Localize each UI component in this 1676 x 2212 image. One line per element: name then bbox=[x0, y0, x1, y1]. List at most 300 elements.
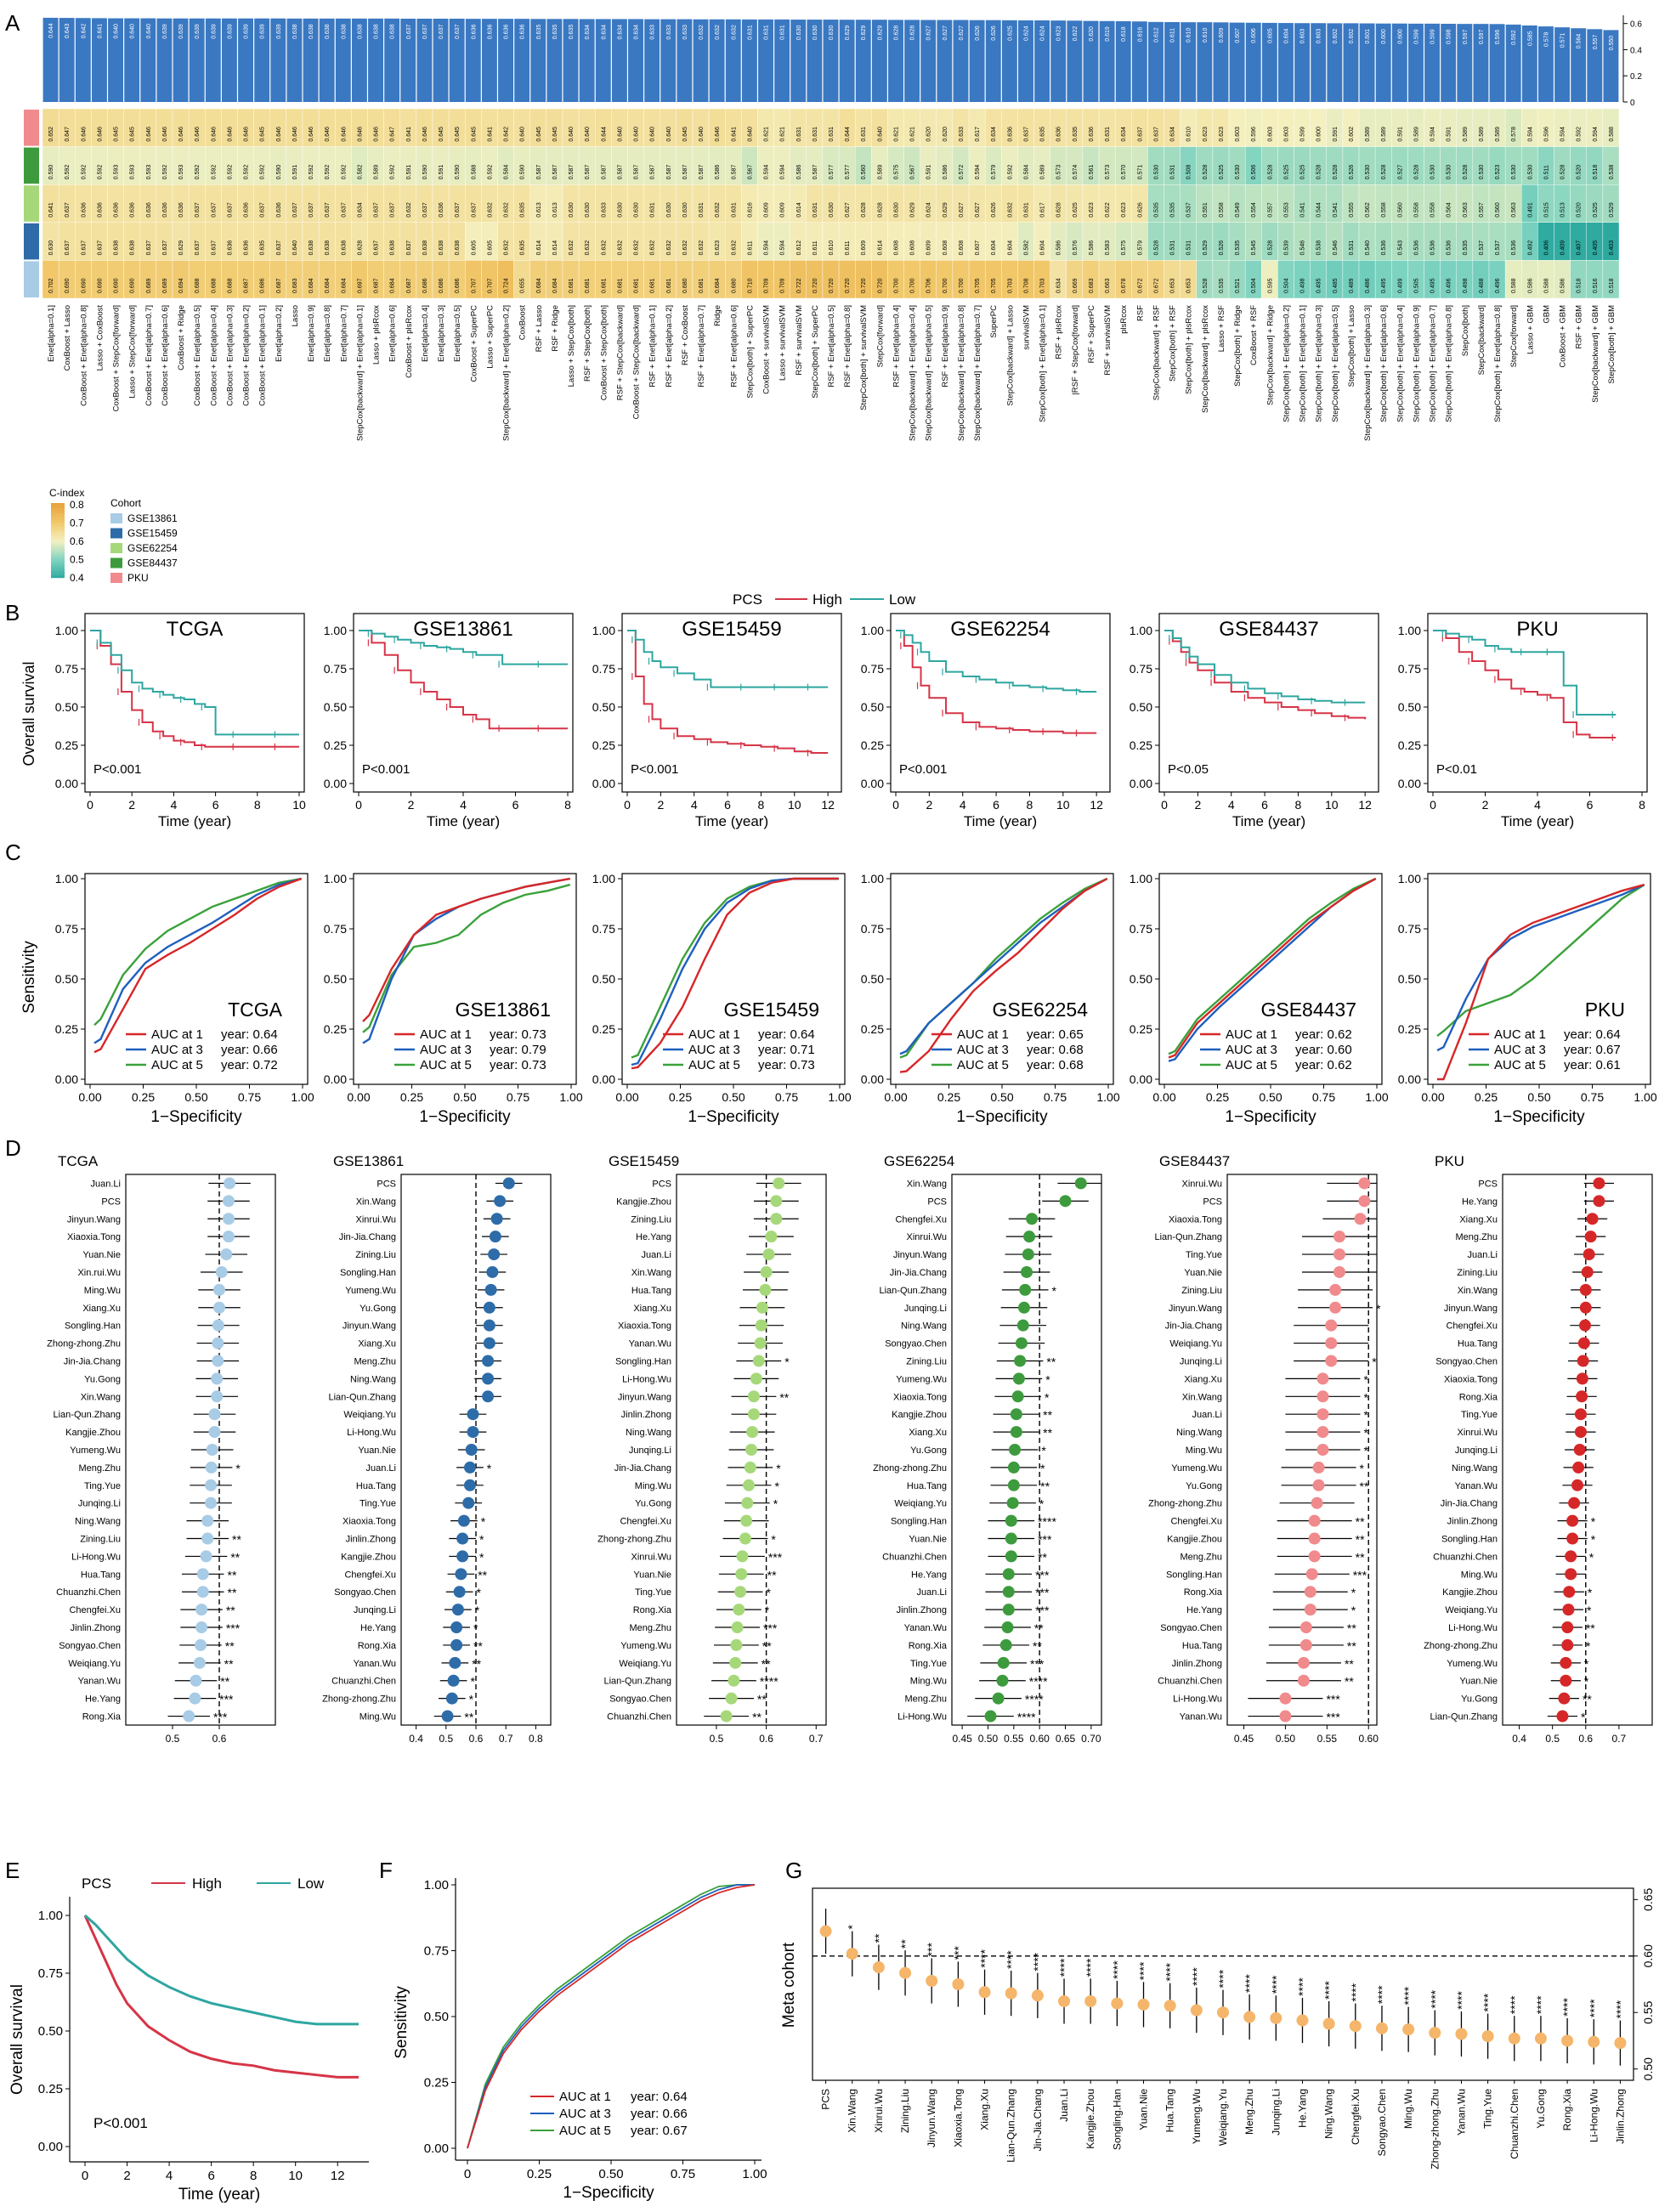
forest-row-label: Yuan.Nie bbox=[633, 1570, 671, 1581]
km-y-tick-label: 0.25 bbox=[1397, 738, 1421, 752]
forest-row-label: Yu.Gong bbox=[84, 1374, 121, 1385]
heatmap-cell-value: 0.637 bbox=[97, 240, 104, 256]
heatmap-cell-value: 0.640 bbox=[665, 127, 672, 142]
forest-significance-stars: * bbox=[1363, 1372, 1368, 1387]
forest-row-label: Juan.Li bbox=[90, 1179, 121, 1190]
meta-cindex-point bbox=[1402, 2023, 1414, 2035]
forest-row-label: Li-Hong.Wu bbox=[897, 1711, 947, 1723]
heatmap-cell-value: 0.631 bbox=[699, 202, 705, 218]
heatmap-cell-value: 0.632 bbox=[633, 240, 640, 256]
heatmap-cell-value: 0.623 bbox=[1121, 202, 1128, 218]
cindex-gradient-step bbox=[51, 548, 65, 550]
forest-row-label: Weiqiang.Yu bbox=[1445, 1605, 1498, 1616]
km-x-tick-label: 6 bbox=[724, 798, 731, 812]
forest-row-label: He.Yang bbox=[1186, 1605, 1222, 1616]
forest-row-label: Xiang.Xu bbox=[82, 1303, 121, 1314]
km-x-tick-label: 8 bbox=[757, 798, 765, 812]
heatmap-cell-value: 0.683 bbox=[1088, 278, 1095, 293]
heatmap-cell-value: 0.590 bbox=[519, 164, 526, 180]
meta-cindex-stars: ** bbox=[898, 1939, 913, 1949]
km-x-tick-label: 6 bbox=[212, 798, 219, 812]
mean-cindex-label: 0.631 bbox=[763, 25, 770, 40]
heatmap-cell-value: 0.594 bbox=[779, 164, 786, 180]
forest-point bbox=[197, 1586, 209, 1598]
cindex-gradient-step bbox=[51, 520, 65, 522]
svg-text:F: F bbox=[379, 1858, 393, 1883]
meta-cindex-point bbox=[1111, 1998, 1123, 2010]
meta-roc-legend-label: AUC at 1 bbox=[559, 2090, 611, 2104]
panel-b-legend bbox=[733, 591, 916, 608]
heatmap-cell-value: 0.637 bbox=[65, 202, 71, 218]
heatmap-cell-value: 0.592 bbox=[259, 164, 266, 180]
cindex-gradient-step bbox=[51, 529, 65, 531]
roc-x-tick-label: 0.75 bbox=[1043, 1090, 1067, 1104]
forest-point bbox=[206, 1462, 218, 1474]
km-x-tick-label: 2 bbox=[1194, 798, 1202, 812]
forest-row-label: Chuanzhi.Chen bbox=[1433, 1552, 1498, 1563]
forest-x-tick-label: 0.55 bbox=[1004, 1733, 1024, 1745]
forest-row-label: PCS bbox=[1478, 1179, 1498, 1190]
forest-point bbox=[739, 1533, 751, 1545]
km-y-tick-label: 1.00 bbox=[860, 624, 884, 637]
meta-cindex-point bbox=[1217, 2006, 1229, 2018]
heatmap-cell-value: 0.645 bbox=[259, 127, 266, 142]
heatmap-cell-value: 0.587 bbox=[585, 164, 592, 180]
forest-point bbox=[746, 1426, 758, 1438]
mean-cindex-label: 0.641 bbox=[97, 23, 104, 39]
forest-point bbox=[1329, 1284, 1341, 1296]
forest-point bbox=[482, 1355, 494, 1366]
forest-point bbox=[1333, 1266, 1345, 1278]
roc-legend-auc: year: 0.73 bbox=[490, 1058, 546, 1072]
heatmap-cell-value: 0.516 bbox=[1592, 278, 1599, 293]
forest-significance-stars: * bbox=[1590, 1532, 1596, 1547]
forest-row-label: Jinlin.Zhong bbox=[1171, 1658, 1222, 1669]
heatmap-cell-value: 0.638 bbox=[113, 240, 120, 256]
meta-cindex-point bbox=[1455, 2028, 1467, 2039]
km-curve-low bbox=[1433, 631, 1616, 715]
heatmap-cell-value: 0.637 bbox=[275, 240, 282, 256]
roc-curve bbox=[94, 879, 302, 1052]
forest-point bbox=[1022, 1248, 1034, 1260]
forest-point bbox=[195, 1639, 207, 1651]
forest-x-tick-label: 0.7 bbox=[808, 1733, 824, 1745]
heatmap-cell-value: 0.529 bbox=[1202, 240, 1209, 256]
forest-point bbox=[1011, 1408, 1022, 1420]
heatmap-cell-value: 0.637 bbox=[259, 202, 266, 218]
heatmap-cell-value: 0.592 bbox=[341, 164, 348, 180]
forest-significance-stars: ** bbox=[1033, 1621, 1044, 1636]
km-x-tick-label: 10 bbox=[1325, 798, 1339, 812]
model-name-label: CoxBoost bbox=[518, 305, 528, 341]
cohort-legend-swatch bbox=[110, 513, 122, 523]
heatmap-cell-value: 0.528 bbox=[1267, 240, 1274, 256]
forest-x-tick-label: 0.65 bbox=[1055, 1733, 1076, 1745]
roc-y-tick-label: 0.75 bbox=[323, 922, 347, 936]
meta-roc-y-tick-label: 0.50 bbox=[423, 2010, 449, 2024]
forest-point bbox=[734, 1586, 746, 1598]
heatmap-cell-value: 0.646 bbox=[161, 127, 168, 142]
meta-cindex-point bbox=[1561, 2034, 1573, 2046]
meta-cindex-category-label: Ting.Yue bbox=[1481, 2089, 1494, 2129]
meta-cindex-category-label: Yu.Gong bbox=[1534, 2089, 1547, 2129]
heatmap-cell-value: 0.646 bbox=[145, 127, 152, 142]
meta-km-x-tick-label: 0 bbox=[81, 2169, 89, 2183]
cindex-gradient-step bbox=[51, 512, 65, 514]
heatmap-cell-value: 0.592 bbox=[243, 164, 250, 180]
mean-cindex-label: 0.603 bbox=[1316, 28, 1322, 44]
roc-x-tick-label: 1.00 bbox=[828, 1090, 852, 1104]
forest-point bbox=[741, 1497, 753, 1509]
mean-cindex-label: 0.619 bbox=[1105, 26, 1112, 42]
meta-km-y-axis-label: Overall survival bbox=[8, 1984, 26, 2095]
heatmap-cell-value: 0.646 bbox=[715, 127, 722, 142]
meta-km-x-tick-label: 8 bbox=[249, 2169, 258, 2183]
meta-cindex-category-label: Jinyun.Wang bbox=[926, 2089, 938, 2147]
forest-row-label: Zhong-zhong.Zhu bbox=[1148, 1498, 1222, 1509]
heatmap-cell-value: 0.631 bbox=[812, 127, 818, 142]
km-x-tick-label: 10 bbox=[1056, 798, 1070, 812]
heatmap-cell-value: 0.681 bbox=[665, 278, 672, 293]
heatmap-cell-value: 0.525 bbox=[1592, 202, 1599, 218]
roc-y-tick-label: 0.00 bbox=[1129, 1072, 1152, 1086]
forest-point bbox=[1018, 1302, 1030, 1314]
heatmap-cell-value: 0.590 bbox=[422, 164, 428, 180]
heatmap-cell-value: 0.646 bbox=[227, 127, 234, 142]
roc-plot-title: PKU bbox=[1584, 999, 1625, 1021]
forest-point bbox=[1325, 1355, 1337, 1366]
roc-y-tick-label: 1.00 bbox=[54, 872, 78, 885]
km-pvalue: P<0.001 bbox=[899, 762, 948, 777]
forest-row-label: Chengfei.Xu bbox=[620, 1516, 671, 1527]
heatmap-cell-value: 0.628 bbox=[861, 202, 868, 218]
heatmap-cell-value: 0.703 bbox=[1039, 278, 1046, 293]
forest-significance-stars: ** bbox=[1355, 1550, 1365, 1564]
meta-cindex-stars: **** bbox=[1507, 1995, 1521, 2015]
heatmap-cell-value: 0.604 bbox=[991, 240, 998, 256]
forest-row-label: Ning.Wang bbox=[349, 1374, 396, 1385]
forest-point bbox=[207, 1444, 218, 1456]
mean-cindex-label: 0.636 bbox=[487, 24, 494, 40]
forest-row-label: Yanan.Wu bbox=[1179, 1711, 1222, 1723]
forest-row-label: Yu.Gong bbox=[360, 1303, 396, 1314]
heatmap-cell-value: 0.537 bbox=[1186, 202, 1192, 218]
roc-y-tick-label: 0.50 bbox=[54, 972, 78, 986]
heatmap-cell-value: 0.630 bbox=[829, 202, 835, 218]
forest-significance-stars: ** bbox=[478, 1568, 488, 1582]
forest-row-label: Xiaoxia.Tong bbox=[343, 1516, 396, 1527]
forest-row-label: Juan.Li bbox=[641, 1250, 671, 1261]
forest-x-tick-label: 0.5 bbox=[709, 1733, 724, 1745]
model-name-label: Lasso + plsRcox bbox=[371, 305, 382, 365]
heatmap-cell-value: 0.620 bbox=[942, 127, 948, 142]
forest-point bbox=[759, 1284, 771, 1296]
heatmap-cell-value: 0.631 bbox=[649, 202, 656, 218]
km-legend-high-label: High bbox=[813, 591, 842, 608]
roc-x-tick-label: 1.00 bbox=[291, 1090, 314, 1104]
roc-x-tick-label: 1.00 bbox=[1634, 1090, 1657, 1104]
forest-row-label: Weiqiang.Yu bbox=[1169, 1338, 1222, 1349]
roc-legend-auc: year: 0.64 bbox=[221, 1027, 278, 1042]
forest-point bbox=[1309, 1533, 1321, 1545]
forest-row-label: Zhong-zhong.Zhu bbox=[47, 1338, 121, 1349]
forest-significance-stars: * bbox=[1372, 1355, 1377, 1369]
cindex-gradient-step bbox=[51, 574, 65, 576]
forest-point bbox=[1016, 1338, 1028, 1349]
forest-row-label: Ting.Yue bbox=[83, 1480, 121, 1491]
forest-row-label: Chuanzhi.Chen bbox=[882, 1552, 947, 1563]
forest-row-label: Yu.Gong bbox=[1186, 1480, 1222, 1491]
mean-cindex-label: 0.633 bbox=[649, 25, 656, 40]
km-y-tick-label: 0.25 bbox=[592, 738, 615, 752]
heatmap-cell-value: 0.632 bbox=[405, 202, 412, 218]
meta-cindex-stars: **** bbox=[1216, 1969, 1230, 1989]
km-y-tick-label: 0.25 bbox=[1129, 738, 1152, 752]
heatmap-cell-value: 0.646 bbox=[195, 127, 201, 142]
heatmap-cell-value: 0.528 bbox=[1413, 164, 1420, 180]
forest-row-label: Hua.Tang bbox=[631, 1285, 671, 1296]
forest-significance-stars: * bbox=[1039, 1496, 1045, 1511]
meta-cindex-stars: **** bbox=[1243, 1974, 1257, 1993]
panel-letter-d bbox=[5, 1135, 21, 1161]
forest-row-label: PCS bbox=[1203, 1197, 1222, 1208]
forest-point bbox=[1574, 1444, 1586, 1456]
forest-significance-stars: ** bbox=[1344, 1656, 1354, 1671]
model-name-label: SuperPC bbox=[989, 305, 999, 338]
heatmap-cell-value: 0.706 bbox=[926, 278, 932, 293]
heatmap-cell-value: 0.646 bbox=[97, 127, 104, 142]
heatmap-cell-value: 0.592 bbox=[81, 164, 88, 180]
mean-cindex-label: 0.636 bbox=[503, 24, 510, 40]
heatmap-cell-value: 0.632 bbox=[715, 202, 722, 218]
forest-row-label: Weiqiang.Yu bbox=[68, 1658, 121, 1669]
mean-cindex-label: 0.639 bbox=[227, 24, 234, 39]
heatmap-cell-value: 0.561 bbox=[1088, 164, 1095, 180]
meta-roc-legend-auc: year: 0.66 bbox=[631, 2107, 688, 2121]
mean-cindex-label: 0.642 bbox=[81, 23, 88, 39]
heatmap-cell-value: 0.655 bbox=[519, 278, 526, 293]
forest-point bbox=[1566, 1515, 1578, 1527]
forest-row-label: Weiqiang.Yu bbox=[619, 1658, 671, 1669]
meta-cindex-point bbox=[1270, 2012, 1282, 2024]
forest-row-label: Li-Hong.Wu bbox=[347, 1428, 396, 1439]
meta-cindex-category-label: Kangjie.Zhou bbox=[1084, 2089, 1097, 2149]
heatmap-cell-value: 0.623 bbox=[1088, 202, 1095, 218]
forest-row-label: Rong.Xia bbox=[82, 1711, 121, 1723]
km-x-tick-label: 4 bbox=[959, 798, 966, 812]
heatmap-cell-value: 0.632 bbox=[649, 240, 656, 256]
forest-significance-stars: *** bbox=[219, 1692, 234, 1706]
forest-point bbox=[1060, 1195, 1072, 1207]
heatmap-cell-value: 0.551 bbox=[1202, 202, 1209, 218]
forest-row-label: Songyao.Chen bbox=[885, 1338, 947, 1349]
forest-point bbox=[1585, 1230, 1597, 1242]
heatmap-cell-value: 0.641 bbox=[48, 202, 55, 218]
cindex-gradient-step bbox=[51, 528, 65, 529]
forest-significance-stars: * bbox=[784, 1355, 790, 1369]
forest-significance-stars: * bbox=[1376, 1301, 1381, 1315]
forest-row-label: Yanan.Wu bbox=[903, 1623, 947, 1634]
model-name-label: StepCox[backward] + Ridge bbox=[1265, 305, 1276, 406]
km-y-tick-label: 0.75 bbox=[1129, 662, 1152, 676]
km-y-tick-label: 0.25 bbox=[323, 738, 347, 752]
mean-cindex-label: 0.632 bbox=[715, 25, 722, 40]
forest-row-label: Yumeng.Wu bbox=[1171, 1462, 1222, 1474]
heatmap-cell-value: 0.720 bbox=[812, 278, 818, 293]
mean-cindex-label: 0.640 bbox=[113, 24, 120, 39]
forest-row-label: Yumeng.Wu bbox=[70, 1445, 121, 1456]
km-pvalue: P<0.05 bbox=[1168, 762, 1209, 777]
heatmap-cell-value: 0.635 bbox=[259, 240, 266, 256]
heatmap-cell-value: 0.584 bbox=[503, 164, 510, 180]
forest-point bbox=[446, 1693, 458, 1705]
heatmap-cell-value: 0.592 bbox=[161, 164, 168, 180]
meta-roc-legend-auc: year: 0.67 bbox=[631, 2124, 688, 2138]
svg-text:A: A bbox=[5, 10, 20, 36]
svg-text:E: E bbox=[5, 1858, 20, 1883]
heatmap-cell-value: 0.646 bbox=[81, 127, 88, 142]
heatmap-cell-value: 0.520 bbox=[1576, 164, 1583, 180]
roc-x-tick-label: 0.75 bbox=[1311, 1090, 1336, 1104]
heatmap-cell-value: 0.495 bbox=[1381, 278, 1388, 293]
mean-cindex-label: 0.638 bbox=[373, 24, 380, 39]
heatmap-cell-value: 0.663 bbox=[1105, 278, 1112, 293]
heatmap-cell-value: 0.637 bbox=[227, 202, 234, 218]
heatmap-cell-value: 0.720 bbox=[829, 278, 835, 293]
km-curve-high bbox=[1164, 631, 1365, 719]
heatmap-cell-value: 0.528 bbox=[1332, 164, 1339, 180]
model-name-label: CoxBoost + Enet[alpha=0.5] bbox=[193, 305, 203, 406]
heatmap-cell-value: 0.653 bbox=[1186, 278, 1192, 293]
forest-row-label: Chengfei.Xu bbox=[1170, 1516, 1222, 1527]
meta-cindex-category-label: Xiang.Xu bbox=[978, 2089, 991, 2130]
mean-cindex-label: 0.632 bbox=[699, 25, 705, 40]
model-name-label: Enet[alpha=0.1] bbox=[47, 305, 57, 362]
meta-cindex-point bbox=[979, 1986, 991, 1998]
mean-cindex-label: 0.600 bbox=[1381, 29, 1388, 44]
heatmap-cell-value: 0.624 bbox=[926, 202, 932, 218]
km-x-tick-label: 4 bbox=[460, 798, 467, 812]
forest-significance-stars: **** bbox=[1028, 1674, 1048, 1689]
heatmap-cell-value: 0.604 bbox=[1007, 240, 1014, 256]
heatmap-cell-value: 0.589 bbox=[1495, 127, 1502, 142]
forest-row-label: Lian-Qun.Zhang bbox=[1430, 1711, 1498, 1723]
cindex-gradient-step bbox=[51, 505, 65, 506]
model-name-label: CoxBoost + StepCox[both] bbox=[599, 305, 609, 401]
model-name-label: Lasso + RSF bbox=[1216, 305, 1226, 353]
roc-legend-label: AUC at 1 bbox=[1494, 1027, 1546, 1042]
forest-significance-stars: *** bbox=[1352, 1568, 1367, 1582]
forest-significance-stars: *** bbox=[1030, 1656, 1045, 1671]
panel-letter-a bbox=[5, 10, 20, 36]
heatmap-cell-value: 0.623 bbox=[715, 240, 722, 256]
model-name-label: Enet[alpha=0.2] bbox=[274, 305, 284, 362]
heatmap-cell-value: 0.530 bbox=[1527, 164, 1534, 180]
forest-row-label: Songling.Han bbox=[64, 1321, 121, 1332]
meta-cindex-point bbox=[1350, 2020, 1362, 2032]
forest-row-label: Yanan.Wu bbox=[77, 1676, 121, 1687]
forest-point bbox=[491, 1213, 503, 1225]
heatmap-cell-value: 0.488 bbox=[1478, 278, 1485, 293]
heatmap-cell-value: 0.518 bbox=[1592, 164, 1599, 180]
heatmap-cell-value: 0.593 bbox=[113, 164, 120, 180]
heatmap-cell-value: 0.681 bbox=[569, 278, 575, 293]
forest-point bbox=[996, 1675, 1008, 1687]
meta-cindex-category-label: Yumeng.Wu bbox=[1190, 2089, 1203, 2145]
heatmap-cell-value: 0.647 bbox=[389, 127, 396, 142]
meta-cindex-category-label: Rong.Xia bbox=[1561, 2089, 1574, 2131]
mean-cindex-label: 0.578 bbox=[1543, 31, 1550, 48]
cindex-gradient-step bbox=[51, 539, 65, 540]
heatmap-cell-value: 0.617 bbox=[975, 127, 982, 142]
meta-cindex-category-label: Jinlin.Zhong bbox=[1614, 2089, 1627, 2144]
meta-cindex-point bbox=[1058, 1995, 1070, 2007]
model-name-label: CoxBoost + Enet[alpha=0.3] bbox=[225, 305, 235, 406]
heatmap-cell-value: 0.531 bbox=[1169, 240, 1176, 256]
roc-plot-title: GSE84437 bbox=[1260, 999, 1356, 1021]
cindex-gradient-step bbox=[51, 569, 65, 570]
forest-significance-stars: * bbox=[1045, 1372, 1050, 1387]
roc-legend-auc: year: 0.72 bbox=[221, 1058, 278, 1072]
forest-row-label: Jinlin.Zhong bbox=[896, 1605, 947, 1616]
heatmap-cell-value: 0.690 bbox=[129, 278, 136, 293]
forest-point bbox=[736, 1550, 748, 1562]
mean-cindex-label: 0.639 bbox=[178, 24, 185, 39]
forest-plot-title: GSE84437 bbox=[1159, 1153, 1231, 1169]
heatmap-cell-value: 0.632 bbox=[1007, 202, 1014, 218]
forest-significance-stars: * bbox=[1585, 1638, 1591, 1653]
heatmap-cell-value: 0.638 bbox=[455, 240, 461, 256]
meta-cindex-stars: **** bbox=[1613, 2000, 1628, 2019]
model-name-label: Lasso + SuperPC bbox=[485, 305, 495, 369]
mean-cindex-label: 0.637 bbox=[422, 24, 428, 39]
mean-cindex-label: 0.606 bbox=[1251, 28, 1258, 43]
mean-cindex-label: 0.638 bbox=[357, 24, 364, 39]
heatmap-cell-value: 0.637 bbox=[195, 202, 201, 218]
forest-plot-title: GSE62254 bbox=[884, 1153, 955, 1169]
heatmap-cell-value: 0.694 bbox=[178, 278, 185, 293]
km-y-tick-label: 0.00 bbox=[1397, 777, 1421, 790]
forest-significance-stars: ** bbox=[224, 1656, 234, 1671]
forest-point bbox=[201, 1515, 213, 1527]
roc-x-tick-label: 0.75 bbox=[1580, 1090, 1605, 1104]
heatmap-cell-value: 0.646 bbox=[292, 127, 298, 142]
mean-cindex-label: 0.631 bbox=[779, 25, 786, 40]
roc-plot-title: GSE62254 bbox=[992, 999, 1088, 1021]
forest-row-label: Juan.Li bbox=[1467, 1250, 1498, 1261]
forest-point bbox=[484, 1320, 495, 1332]
meta-km-legend-title: PCS bbox=[82, 1875, 111, 1892]
heatmap-cell-value: 0.587 bbox=[569, 164, 575, 180]
heatmap-cell-value: 0.640 bbox=[699, 127, 705, 142]
forest-point bbox=[220, 1248, 232, 1260]
forest-point bbox=[1333, 1248, 1345, 1260]
km-x-tick-label: 12 bbox=[1090, 798, 1103, 812]
meta-cindex-category-label: He.Yang bbox=[1296, 2089, 1309, 2128]
heatmap-cell-value: 0.582 bbox=[357, 164, 364, 180]
model-name-label: CoxBoost + StepCox[backward] bbox=[631, 305, 642, 420]
meta-cindex-category-label: Songyao.Chen bbox=[1375, 2089, 1388, 2157]
forest-point bbox=[735, 1568, 747, 1580]
heatmap-cell-value: 0.626 bbox=[1137, 202, 1144, 218]
mean-cindex-label: 0.624 bbox=[1023, 25, 1030, 41]
heatmap-cell-value: 0.637 bbox=[389, 202, 396, 218]
model-name-label: StepCox[both] + Enet[alpha=0.5] bbox=[1330, 305, 1340, 422]
heatmap-cell-value: 0.603 bbox=[1235, 127, 1242, 142]
roc-legend-label: AUC at 5 bbox=[688, 1058, 740, 1072]
meta-cindex-stars: **** bbox=[1481, 1993, 1495, 2012]
forest-significance-stars: ** bbox=[1033, 1638, 1042, 1653]
